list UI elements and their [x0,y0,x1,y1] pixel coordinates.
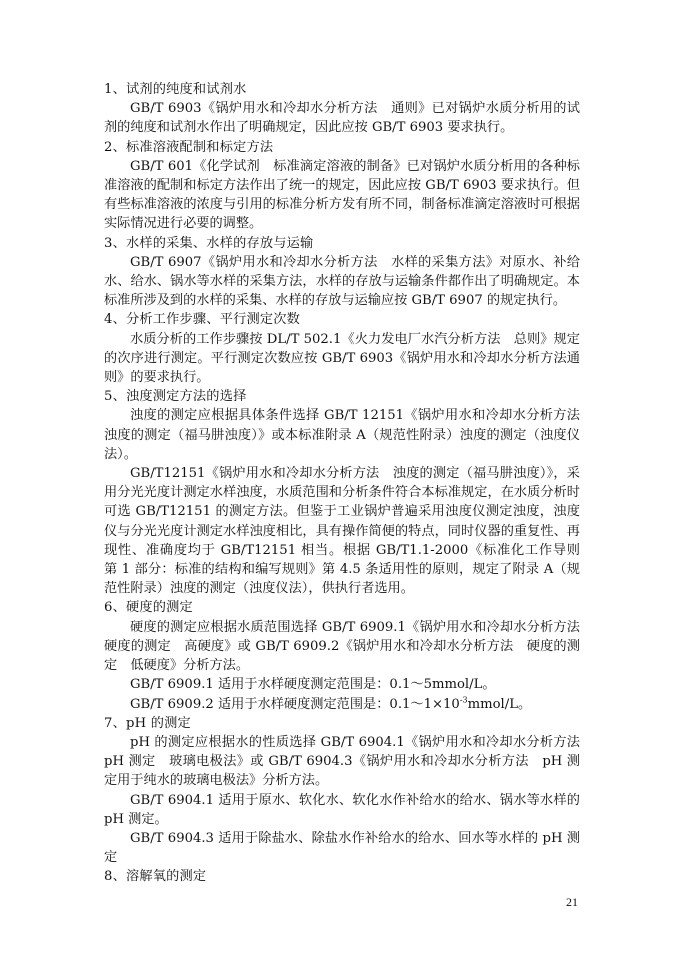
section-heading-reagent-purity: 1、试剂的纯度和试剂水 [104,82,247,97]
paragraph: 水质分析的工作步骤按 DL/T 502.1《火力发电厂水汽分析方法 总则》规定的次序进行测定。平行测定次数应按 GB/T 6903《锅炉用水和冷却水分析方法通则》的要求执行。 [104,331,580,386]
unit-text: mmol/L。 [467,696,532,712]
section-heading-sampling: 3、水样的采集、水样的存放与运输 [104,235,314,251]
section-heading-hardness: 6、硬度的测定 [104,600,193,616]
page-number: 21 [566,895,578,909]
paragraph: 硬度的测定应根据水质范围选择 GB/T 6909.1《锅炉用水和冷却水分析方法硬度的测定 高硬度》或 GB/T 6909.2《锅炉用水和冷却水分析方法 硬度的测定 低硬度》分析方法。 [104,619,580,674]
paragraph: GB/T 6903《锅炉用水和冷却水分析方法 通则》已对锅炉水质分析用的试剂的纯度和试剂水作出了明确规定，因此应按 GB/T 6903 要求执行。 [104,101,580,136]
section-heading-analysis-steps: 4、分析工作步骤、平行测定次数 [104,312,301,328]
section-heading-standard-solution: 2、标准溶液配制和标定方法 [104,139,274,155]
paragraph: GB/T 6907《锅炉用水和冷却水分析方法 水样的采集方法》对原水、补给水、给水、锅水等水样的采集方法，水样的存放与运输条件都作出了明确规定。本标准所涉及到的水样的采集、水样的存放与运输应按 GB/T 6907 的规定执行。 [104,254,580,309]
paragraph: GB/T 6909.1 适用于水样硬度测定范围是：0.1～5mmol/L。 [130,677,496,693]
paragraph: GB/T12151《锅炉用水和冷却水分析方法 浊度的测定（福马肼浊度）》，采用分光光度计测定水样浊度，水质范围和分析条件符合本标准规定，在水质分析时可选 GB/T12151 的测定方法。但鉴于工业锅炉普遍采用浊度仪测定浊度，浊度仪与分光光度计测定水样浊度相比，具有操作简便的特点，同时仪器的重复性、再现性、准确度均于 GB/T12151 相当。根据 GB/T1.1-2000《标准化工作导则 第 1 部分：标准的结构和编写规则》第 4.5 条适用性的原则，规定了附录 A（规范性附录）浊度的测定（浊度仪法），供执行者选用。 [104,466,594,597]
range-text: GB/T 6909.2 适用于水样硬度测定范围是：0.1～1×10 [130,696,460,712]
section-heading-dissolved-oxygen: 8、溶解氧的测定 [104,869,207,885]
body-text [104,80,594,887]
section-heading-ph: 7、pH 的测定 [104,715,191,731]
exponent: -3 [459,695,468,705]
paragraph: GB/T 6904.1 适用于原水、软化水、软化水作补给水的给水、锅水等水样的 pH 测定。 [104,792,580,827]
section-heading-turbidity: 5、浊度测定方法的选择 [104,389,247,405]
paragraph-low-hardness-range [104,695,580,714]
paragraph: pH 的测定应根据水的性质选择 GB/T 6904.1《锅炉用水和冷却水分析方法 pH 测定 玻璃电极法》或 GB/T 6904.3《锅炉用水和冷却水分析方法 pH 测定用于纯水的玻璃电极法》分析方法。 [104,734,580,789]
paragraph: GB/T 6904.3 适用于除盐水、除盐水作补给水的给水、回水等水样的 pH 测定 [104,830,580,866]
paragraph: 浊度的测定应根据具体条件选择 GB/T 12151《锅炉用水和冷却水分析方法浊度的测定（福马肼浊度）》或本标准附录 A（规范性附录）浊度的测定（浊度仪法）。 [104,408,580,462]
paragraph: GB/T 601《化学试剂 标准滴定溶液的制备》已对锅炉水质分析用的各种标准溶液的配制和标定方法作出了统一的规定，因此应按 GB/T 6903 要求执行。但有些标准溶液的浓度与引用的标准分析方发有所不同，制备标准滴定溶液时可根据实际情况进行必要的调整。 [104,158,580,232]
